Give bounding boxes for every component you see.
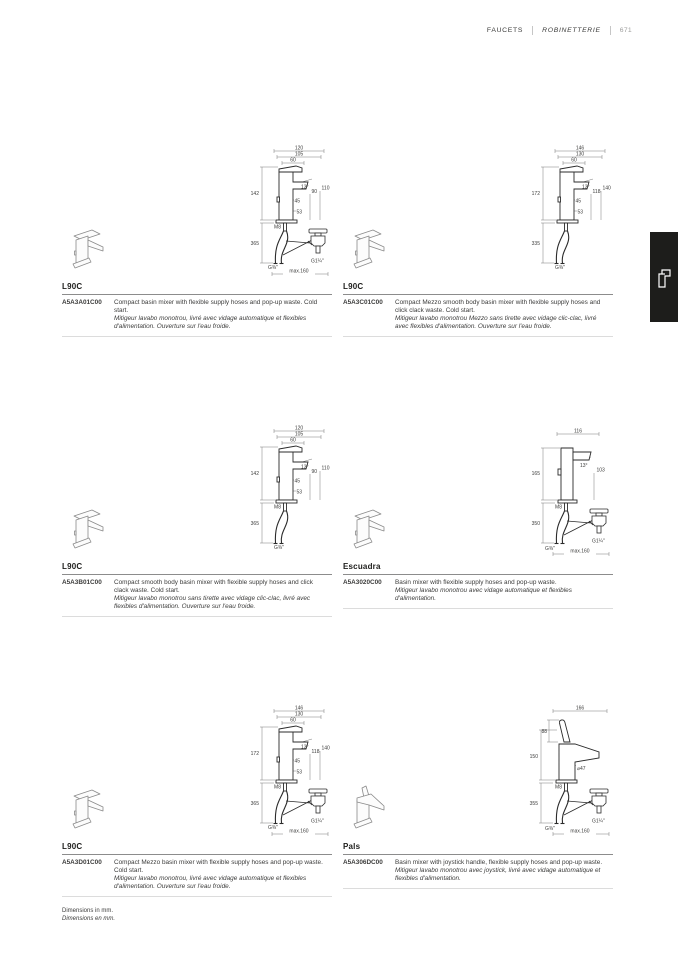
- product-code: A5A3D01C00: [62, 858, 102, 866]
- faucet-icon: [655, 266, 673, 288]
- dim-label: 142: [250, 191, 259, 197]
- dim-label: 88: [541, 729, 547, 735]
- dimensions-note: [62, 907, 115, 923]
- product-info: [62, 855, 332, 896]
- technical-drawing-svg: [527, 422, 619, 560]
- dim-label: 365: [250, 521, 259, 527]
- product-info: [343, 575, 613, 608]
- dim-label: 45: [294, 758, 301, 765]
- dim-label: 355: [529, 801, 538, 807]
- dim-label: 335: [531, 241, 540, 247]
- product-name: L90C: [62, 282, 83, 291]
- technical-drawing-svg: [246, 142, 338, 280]
- dim-label: max.160: [289, 828, 309, 835]
- dim-label: 150: [529, 754, 538, 760]
- product-photo-svg: [343, 501, 397, 555]
- dim-label: 13°: [582, 184, 590, 191]
- dim-label: 105: [294, 431, 304, 438]
- description-fr: Mitigeur lavabo monotrou avec vidage automatique et flexibles d'alimentation.: [395, 586, 572, 602]
- product-photo: [343, 221, 397, 280]
- technical-drawing: [527, 142, 619, 285]
- figures: [62, 142, 332, 282]
- product-entry: [343, 422, 613, 609]
- dim-label: 60: [290, 157, 296, 164]
- dim-label: 45: [575, 198, 582, 205]
- product-info: [343, 855, 613, 888]
- page-number: 671: [619, 27, 632, 34]
- dim-label: 103: [596, 467, 605, 474]
- dim-label: 13°: [301, 184, 309, 191]
- description-en: Basin mixer with flexible supply hoses and pop-up waste.: [395, 578, 557, 586]
- description-en: Basin mixer with joystick handle, flexible supply hoses and pop-up waste.: [395, 858, 603, 866]
- technical-drawing-svg: [246, 422, 338, 560]
- dim-label: 45: [294, 478, 301, 485]
- figures: [62, 422, 332, 562]
- product-name: Pals: [343, 842, 361, 851]
- dim-label: G⅜": [545, 546, 555, 552]
- dim-label: 60: [571, 157, 577, 164]
- dim-label: 110: [321, 465, 330, 472]
- description-en: Compact smooth body basin mixer with flexible supply hoses and click clack waste. Cold start.: [114, 578, 313, 594]
- dimensions-note-en: Dimensions in mm.: [62, 908, 114, 914]
- divider: [62, 896, 332, 897]
- dim-label: 146: [294, 705, 304, 712]
- header-separator: [532, 26, 533, 35]
- section-label-fr: ROBINETTERIE: [542, 27, 601, 34]
- product-code: A5A3B01C00: [62, 578, 102, 586]
- header-separator: [610, 26, 611, 35]
- dim-label: 130: [575, 151, 585, 158]
- dim-label: 110: [321, 185, 330, 192]
- dim-label: 172: [250, 751, 259, 757]
- product-photo: [343, 781, 397, 840]
- dim-label: 120: [294, 145, 304, 152]
- chapter-tab: [650, 232, 678, 322]
- product-entry: [343, 142, 613, 337]
- dim-label: 90: [311, 189, 318, 195]
- product-photo-svg: [62, 781, 116, 835]
- description-fr: Mitigeur lavabo monotrou avec joystick, livré avec vidage automatique et flexibles d'alimentation.: [395, 866, 601, 882]
- dim-label: 45: [294, 198, 301, 205]
- dim-label: G1¼": [592, 818, 605, 825]
- product-photo: [343, 501, 397, 560]
- dim-label: 350: [531, 521, 540, 527]
- product-name: L90C: [62, 562, 83, 571]
- product-entry: [62, 422, 332, 617]
- divider: [343, 608, 613, 609]
- technical-drawing-svg: [527, 702, 619, 840]
- divider: [343, 888, 613, 889]
- product-code: A5A3020C00: [343, 578, 382, 586]
- product-entry: [343, 702, 613, 889]
- dim-label: G⅜": [555, 265, 565, 271]
- dim-label: 146: [575, 145, 585, 152]
- figures: [343, 422, 613, 562]
- technical-drawing: [527, 702, 619, 845]
- dimensions-note-fr: Dimensions en mm.: [62, 916, 116, 922]
- dim-label: M8: [555, 784, 562, 791]
- dim-label: 365: [250, 241, 259, 247]
- dim-label: 140: [602, 185, 611, 192]
- product-code: A5A3C01C00: [343, 298, 383, 306]
- dim-label: 165: [531, 471, 540, 477]
- product-photo-svg: [343, 221, 397, 275]
- dim-label: 13°: [301, 464, 309, 471]
- dim-label: 142: [250, 471, 259, 477]
- product-info: [62, 295, 332, 336]
- dim-label: G1¼": [311, 818, 324, 825]
- product-photo: [62, 501, 116, 560]
- dim-label: 90: [311, 469, 318, 475]
- dim-label: max.160: [289, 268, 309, 275]
- dim-label: 60: [290, 717, 296, 724]
- divider: [62, 336, 332, 337]
- dim-label: 60: [290, 437, 296, 444]
- product-info: [62, 575, 332, 616]
- dim-label: G⅜": [268, 825, 278, 831]
- product-code: A5A3A01C00: [62, 298, 102, 306]
- product-code: A5A306DC00: [343, 858, 383, 866]
- dim-label: 13°: [580, 463, 588, 469]
- dim-label: 140: [321, 745, 330, 752]
- figures: [343, 702, 613, 842]
- product-entry: [62, 702, 332, 897]
- dim-label: M8: [274, 224, 281, 231]
- divider: [62, 616, 332, 617]
- dim-label: 172: [531, 191, 540, 197]
- page-header: [487, 26, 632, 35]
- technical-drawing-svg: [246, 702, 338, 840]
- dim-label: M8: [274, 784, 281, 791]
- dim-label: 13°: [301, 744, 309, 751]
- product-photo-svg: [62, 221, 116, 275]
- product-photo-svg: [343, 781, 397, 835]
- product-photo: [62, 781, 116, 840]
- dim-label: G⅜": [274, 545, 284, 551]
- description-fr: Mitigeur lavabo monotrou, livré avec vidage automatique et flexibles d'alimentation. Ouverture sur l'eau froide.: [114, 314, 307, 330]
- technical-drawing: [246, 142, 338, 285]
- divider: [343, 336, 613, 337]
- dim-label: M8: [274, 504, 281, 511]
- dim-label: max.160: [570, 548, 590, 555]
- dim-label: 365: [250, 801, 259, 807]
- dim-label: 105: [294, 151, 304, 158]
- description-en: Compact Mezzo basin mixer with flexible supply hoses and pop-up waste. Cold start.: [114, 858, 323, 874]
- technical-drawing: [246, 702, 338, 845]
- description-fr: Mitigeur lavabo monotrou Mezzo sans tirette avec vidage clic-clac, livré avec flexibles d'alimentation. Ouverture sur l'eau froide.: [395, 314, 597, 330]
- dim-label: G⅜": [268, 265, 278, 271]
- product-name: L90C: [62, 842, 83, 851]
- technical-drawing-svg: [527, 142, 619, 280]
- dim-label: 166: [575, 705, 585, 712]
- dim-label: 53: [296, 489, 303, 496]
- dim-label: ⌀47: [577, 766, 586, 772]
- dim-label: 130: [294, 711, 304, 718]
- product-info: [343, 295, 613, 336]
- description-en: Compact Mezzo smooth body basin mixer with flexible supply hoses and click clack waste. Cold start.: [395, 298, 601, 314]
- dim-label: G⅜": [545, 826, 555, 832]
- figures: [343, 142, 613, 282]
- product-photo: [62, 221, 116, 280]
- dim-label: 53: [296, 209, 303, 216]
- dim-label: 120: [294, 425, 304, 432]
- product-name: Escuadra: [343, 562, 381, 571]
- description-fr: Mitigeur lavabo monotrou sans tirette avec vidage clic-clac, livré avec flexibles d'alimentation. Ouverture sur l'eau froide.: [114, 594, 311, 610]
- technical-drawing: [527, 422, 619, 565]
- dim-label: 118: [311, 749, 320, 755]
- figures: [62, 702, 332, 842]
- product-entry: [62, 142, 332, 337]
- technical-drawing: [246, 422, 338, 565]
- dim-label: M8: [555, 504, 562, 511]
- product-photo-svg: [62, 501, 116, 555]
- dim-label: 53: [296, 769, 303, 776]
- dim-label: G1¼": [311, 258, 324, 265]
- description-en: Compact basin mixer with flexible supply hoses and pop-up waste. Cold start.: [114, 298, 318, 314]
- dim-label: max.160: [570, 828, 590, 835]
- dim-label: 53: [577, 209, 584, 216]
- section-label-en: FAUCETS: [486, 27, 524, 34]
- dim-label: G1¼": [592, 538, 605, 545]
- dim-label: 118: [592, 189, 601, 195]
- dim-label: 116: [574, 428, 582, 435]
- description-fr: Mitigeur lavabo monotrou, livré avec vidage automatique et flexibles d'alimentation. Ouverture sur l'eau froide.: [114, 874, 307, 890]
- product-name: L90C: [343, 282, 364, 291]
